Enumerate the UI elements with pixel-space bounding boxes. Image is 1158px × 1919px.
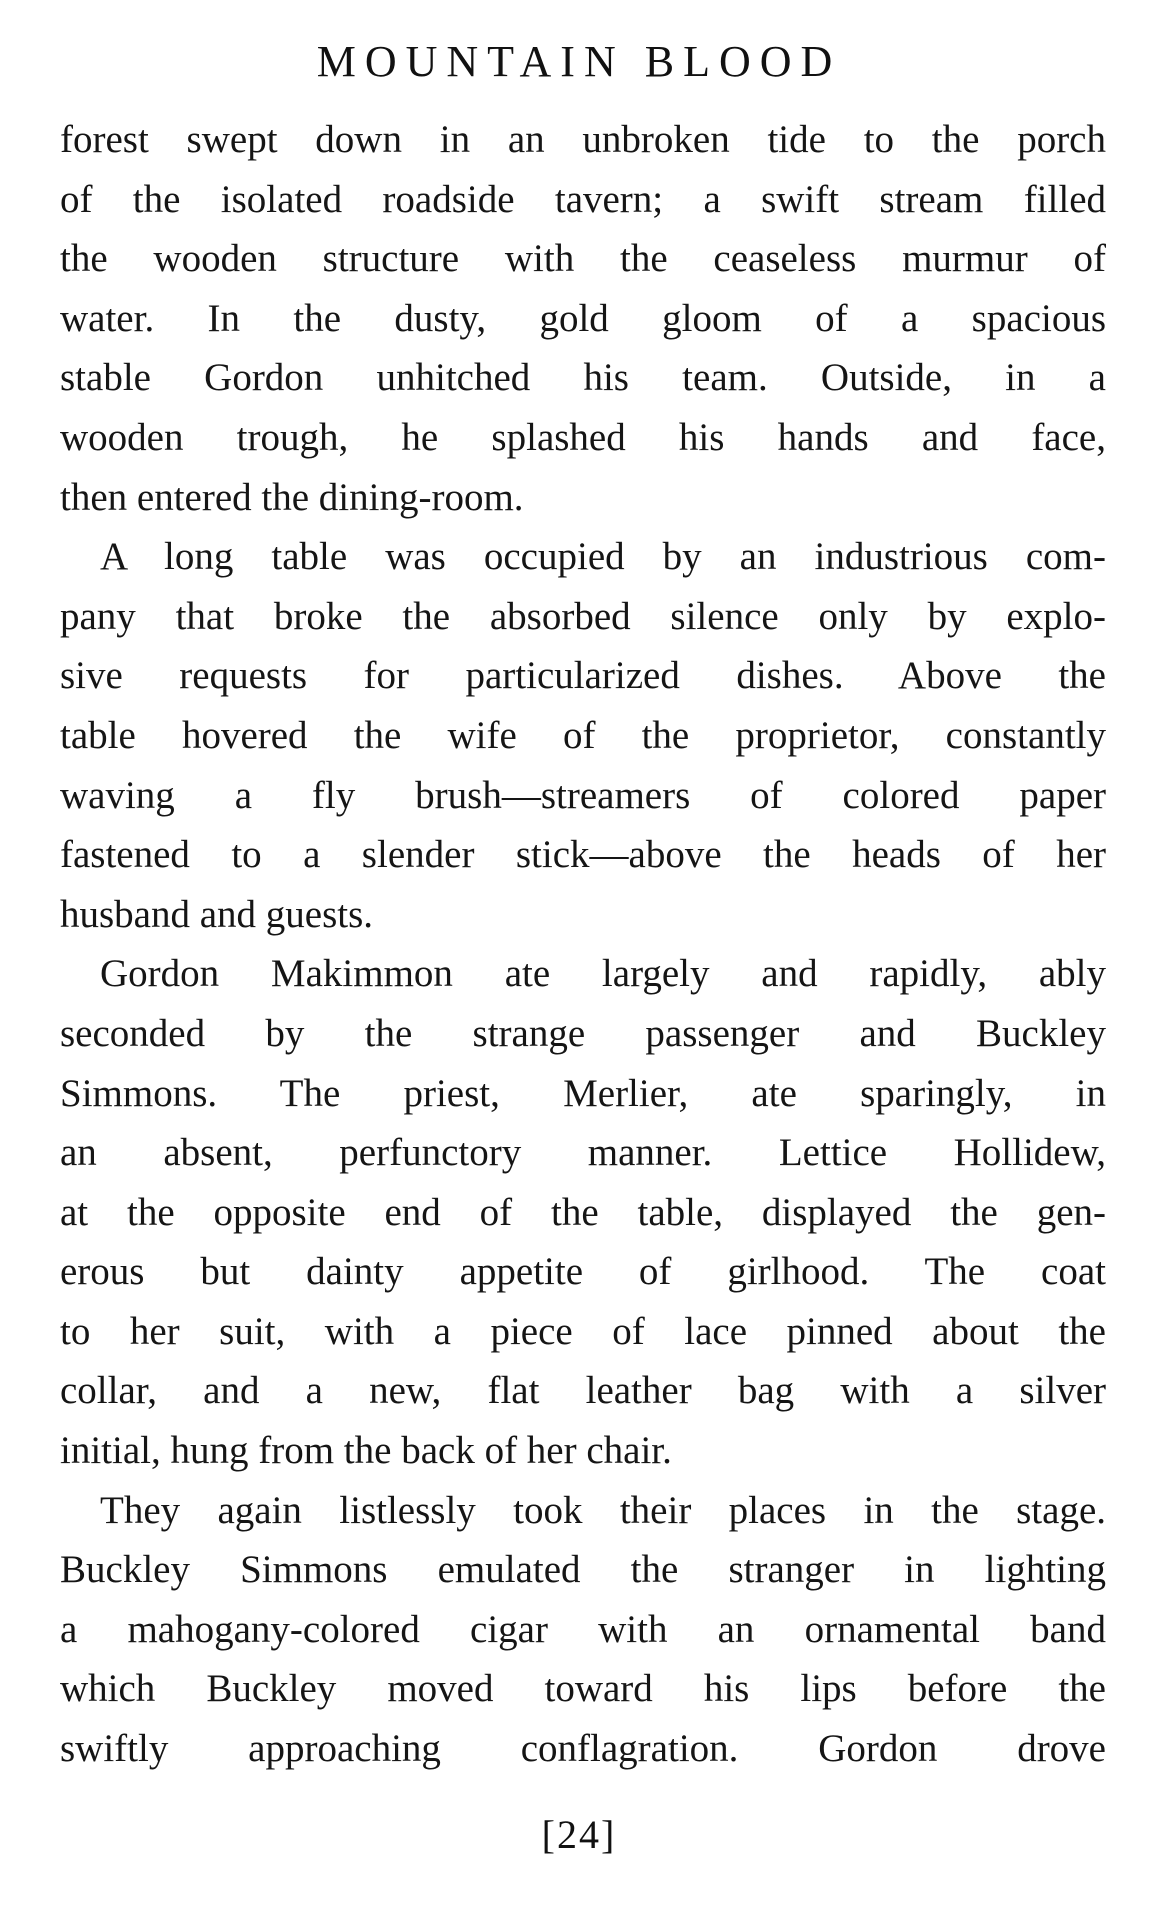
text-line: initial, hung from the back of her chair.: [60, 1429, 672, 1473]
text-line: at the opposite end of the table, displayed the gen-: [60, 1190, 1106, 1234]
text-line: sive requests for particularized dishes. Above the: [60, 654, 1106, 698]
text-line: erous but dainty appetite of girlhood. The coat: [60, 1250, 1106, 1294]
body-text: [60, 110, 1106, 1779]
text-line: wooden trough, he splashed his hands and face,: [60, 415, 1106, 459]
text-line: stable Gordon unhitched his team. Outside, in a: [60, 356, 1106, 400]
text-line: seconded by the strange passenger and Buckley: [60, 1011, 1106, 1055]
page-number: [24]: [541, 1812, 617, 1857]
text-line: waving a fly brush—streamers of colored paper: [60, 773, 1106, 817]
paragraph: [60, 527, 1106, 944]
text-line: water. In the dusty, gold gloom of a spacious: [60, 296, 1106, 340]
text-line: an absent, perfunctory manner. Lettice Hollidew,: [60, 1131, 1106, 1175]
text-line: They again listlessly took their places in the stage.: [100, 1488, 1106, 1532]
text-line: table hovered the wife of the proprietor, constantly: [60, 713, 1106, 757]
paragraph: [60, 1481, 1106, 1779]
text-line: the wooden structure with the ceaseless murmur of: [60, 237, 1106, 281]
text-line: fastened to a slender stick—above the heads of her: [60, 833, 1106, 877]
text-line: forest swept down in an unbroken tide to the porch: [60, 118, 1106, 161]
text-line: A long table was occupied by an industrious com-: [100, 535, 1106, 579]
text-line: pany that broke the absorbed silence only by explo-: [60, 594, 1106, 638]
running-head: MOUNTAIN BLOOD: [316, 37, 842, 86]
text-line: to her suit, with a piece of lace pinned about the: [60, 1309, 1106, 1353]
text-line: swiftly approaching conflagration. Gordon drove: [60, 1727, 1106, 1771]
paragraph: [60, 944, 1106, 1480]
text-line: Gordon Makimmon ate largely and rapidly, ably: [100, 952, 1106, 996]
text-line: then entered the dining-room.: [60, 475, 524, 519]
paragraph: [60, 110, 1106, 527]
text-line: a mahogany-colored cigar with an ornamental band: [60, 1607, 1106, 1651]
text-line: Simmons. The priest, Merlier, ate sparingly, in: [60, 1071, 1106, 1115]
text-line: which Buckley moved toward his lips before the: [60, 1667, 1106, 1711]
text-line: of the isolated roadside tavern; a swift stream filled: [60, 177, 1106, 221]
text-line: Buckley Simmons emulated the stranger in lighting: [60, 1548, 1106, 1592]
text-line: collar, and a new, flat leather bag with a silver: [60, 1369, 1106, 1413]
text-line: husband and guests.: [60, 892, 374, 936]
